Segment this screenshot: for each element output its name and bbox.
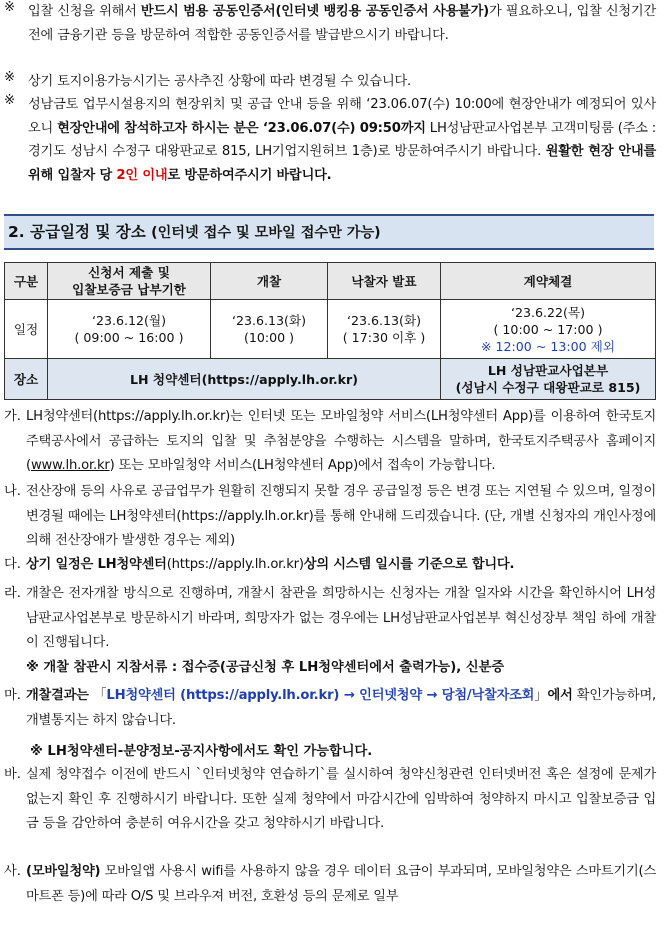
cell-office-place <box>441 359 656 400</box>
text-run: 2인 이내 <box>116 167 168 183</box>
note-mark: ※ <box>4 0 16 15</box>
note-body <box>28 93 656 187</box>
winner-date: ‘23.6.13(화) <box>346 313 422 328</box>
office-address: (성남시 수정구 대왕판교로 815) <box>455 380 641 395</box>
text-run: 에서 <box>547 688 573 703</box>
text-run: (https://apply.lh.or.kr) <box>166 557 304 572</box>
winner-time: ( 17:30 이후 ) <box>342 330 426 345</box>
text-run: 입찰 신청을 위해서 <box>28 4 141 19</box>
text-run: LH청약센터(https://apply.lh.or.kr)는 인터넷 또는 모바일청약 서비스(LH청약센터 App)를 이용하여 한국토지주택공사에서 공급하는 토지의 입찰 및 추첨분양을 수행하는 시스템을 말하며, 한국토지주택공사 홈페이지( <box>26 409 656 473</box>
cell-online-place: LH 청약센터(https://apply.lh.or.kr) <box>48 359 441 400</box>
text-run: (모바일청약) <box>26 864 101 879</box>
contract-time: ( 10:00 ~ 17:00 ) <box>493 321 603 337</box>
section-header <box>4 214 654 250</box>
list-item <box>4 860 656 909</box>
header-submission <box>48 263 211 300</box>
item-text <box>26 582 656 656</box>
text-run: 상의 시스템 일시를 기준으로 합니다. <box>303 557 515 572</box>
cell-opening <box>211 300 328 359</box>
text-run: LH청약센터 (https://apply.lh.or.kr) → 인터넷청약 → 당첨/낙찰자조회 <box>106 688 535 703</box>
text-run: 상기 일정은 LH청약센터 <box>26 557 167 572</box>
item-label: 사. <box>4 864 21 879</box>
note-mark: ※ <box>4 70 16 85</box>
item-label: 바. <box>4 767 21 782</box>
table-header-row <box>5 263 656 300</box>
header-submission-line2: 입찰보증금 납부기한 <box>72 282 186 297</box>
gaechal-docs-note: ※ 개찰 참관시 지참서류 : 접수증(공급신청 후 LH청약센터에서 출력가능), 신분증 <box>26 660 505 675</box>
item-label: 마. <box>4 688 21 703</box>
note-site-tour <box>4 93 656 187</box>
opening-time: (10:00 ) <box>243 330 295 345</box>
list-item <box>4 582 656 656</box>
text-run: 」 <box>534 688 548 703</box>
contract-date: ‘23.6.22(목) <box>510 304 586 320</box>
item-text <box>26 763 656 837</box>
row-label: 일정 <box>5 300 48 359</box>
item-text <box>26 480 656 554</box>
table-row-schedule <box>5 300 656 359</box>
text-run: 상기 토지이용가능시기는 공사추진 상황에 따라 변경될 수 있습니다. <box>28 74 412 89</box>
header-winner: 낙찰자 발표 <box>328 263 441 300</box>
list-item <box>4 763 656 837</box>
header-gubun: 구분 <box>5 263 48 300</box>
text-run: LH성남판교사업본부 고객미팅룸 (주소 : 경기도 성남시 수정구 대왕판교로 815, LH기업지원허브 1층)로 방문하여주시기 바랍니다. <box>28 120 656 159</box>
section-number: 2. <box>8 223 25 241</box>
header-contract: 계약체결 <box>441 263 656 300</box>
header-submission-line1: 신청서 제출 및 <box>88 265 170 280</box>
item-label: 나. <box>4 484 21 499</box>
item-text <box>26 684 656 733</box>
note-land-use <box>4 70 656 94</box>
cell-winner <box>328 300 441 359</box>
text-run: 현장안내에 참석하고자 하시는 분은 ‘23.06.07(수) 09:50까지 <box>57 120 426 136</box>
item-label: 가. <box>4 409 21 424</box>
text-run: 「 <box>93 688 107 703</box>
item-text <box>26 405 656 479</box>
text-run: 실제 청약접수 이전에 반드시 `인터넷청약 연습하기`를 실시하여 청약신청관련 인터넷버전 혹은 설정에 문제가 없는지 확인 후 진행하시기 바랍니다. 또한 실제 청약에서 마감시간에 임박하여 청약하지 마시고 입찰보증금 입금 등을 감안하여 충분히 여유시간을 갖고 청약하시기 바랍니다. <box>26 767 656 831</box>
note-mark: ※ <box>4 93 16 108</box>
cell-submission <box>48 300 211 359</box>
text-run: 성남금토 업무시설용지의 현장위치 및 공급 안내 등을 위해 ‘23.06.07(수) 10:00에 현장안내가 예정되어 있사오니 <box>28 97 656 136</box>
item-label: 라. <box>4 586 21 601</box>
note-certificate <box>4 0 656 47</box>
text-run: 모바일앱 사용시 wifi를 사용하지 않을 경우 데이터 요금이 부과되며, 모바일청약은 스마트기기(스마트폰 등)에 따라 O/S 및 브라우져 버전, 호환성 등의 문제로 일부 <box>26 864 656 904</box>
submission-time: ( 09:00 ~ 16:00 ) <box>74 330 184 345</box>
schedule-table <box>4 262 656 400</box>
cell-contract <box>441 300 656 359</box>
note-body <box>28 0 656 47</box>
note-body <box>28 70 656 94</box>
section-title: 공급일정 및 장소 <box>30 223 146 241</box>
text-run: ) 또는 모바일청약 서비스(LH청약센터 App)에서 접속이 가능합니다. <box>109 458 496 473</box>
text-run: www.lh.or.kr <box>30 458 110 473</box>
text-run: 개찰은 전자개찰 방식으로 진행하며, 개찰시 참관을 희망하시는 신청자는 개찰 일자와 시간을 확인하시어 LH성남판교사업본부로 방문하시기 바라며, 희망자가 없는 경우에는 LH성남판교사업본부 혁신성장부 책임 하에 개찰이 진행됩니다. <box>26 586 656 650</box>
text-run: 로 방문하여주시기 바랍니다. <box>167 167 332 183</box>
list-item <box>4 480 656 554</box>
opening-date: ‘23.6.13(화) <box>231 313 307 328</box>
item-text <box>26 553 656 578</box>
list-item <box>4 405 656 479</box>
text-run: 전산장애 등의 사유로 공급업무가 원활히 진행되지 못할 경우 공급일정 등은 변경 또는 지연될 수 있으며, 일정이 변경될 때에는 LH청약센터(https://apply.lh.or.kr)를 통해 안내해 드리겠습니다. (단, 개별 신청자의 개인사정에 의해 전산장애가 발생한 경우는 제외) <box>26 484 656 548</box>
row-label: 장소 <box>5 359 48 400</box>
list-item <box>4 684 656 733</box>
text-run: 반드시 범용 공동인증서(인터넷 뱅킹용 공동인증서 사용불가) <box>140 4 489 19</box>
section-subtitle: (인터넷 접수 및 모바일 접수만 가능) <box>151 225 381 241</box>
text-run: 원활한 현장 안내를 위해 입찰자 당 <box>28 144 656 183</box>
notice-board-note: ※ LH청약센터-분양정보-공지사항에서도 확인 가능합니다. <box>30 744 373 759</box>
item-text <box>26 860 656 909</box>
table-row-place <box>5 359 656 400</box>
text-run: 확인가능하며, 개별통지는 하지 않습니다. <box>26 688 656 728</box>
contract-exception: ※ 12:00 ~ 13:00 제외 <box>480 338 616 354</box>
submission-date: ‘23.6.12(월) <box>91 313 167 328</box>
office-name: LH 성남판교사업본부 <box>487 363 609 378</box>
list-item <box>4 553 656 578</box>
item-label: 다. <box>4 557 21 572</box>
header-opening: 개찰 <box>211 263 328 300</box>
text-run: 개찰결과는 <box>26 688 94 703</box>
text-run: 가 필요하오니, 입찰 신청기간 전에 금융기관 등을 방문하여 적합한 공동인증서를 발급받으시기 바랍니다. <box>28 4 656 43</box>
